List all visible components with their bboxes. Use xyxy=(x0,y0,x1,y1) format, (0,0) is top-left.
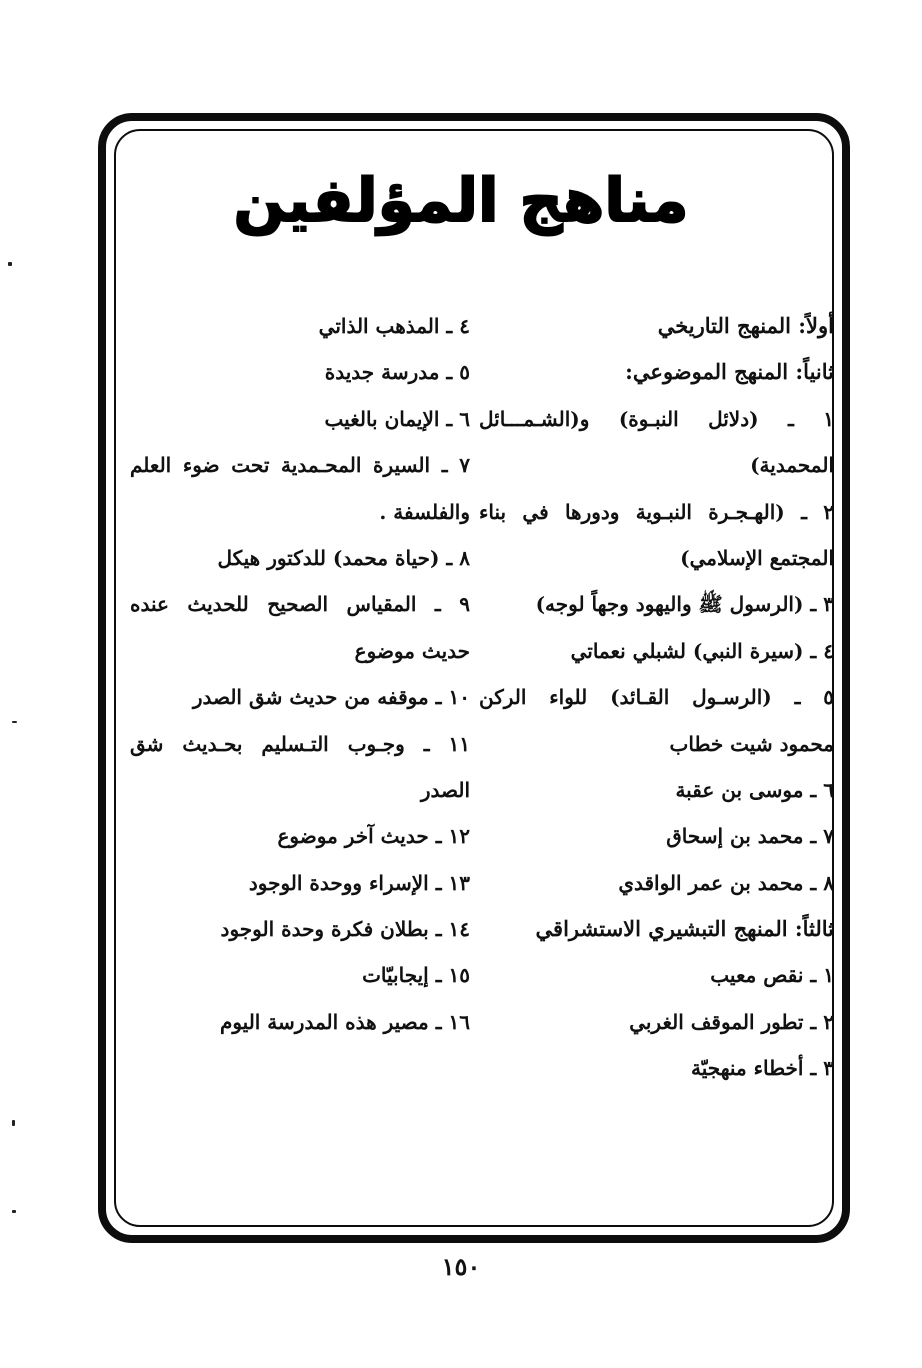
scan-speck xyxy=(8,262,12,266)
toc-line: الصدر xyxy=(420,777,470,802)
toc-left-column xyxy=(130,303,470,1045)
toc-line: ١٤ ـ بطلان فكرة وحدة الوجود xyxy=(220,917,470,942)
toc-line: ٧ ـ محمد بن إسحاق xyxy=(666,824,834,849)
section-heading-thematic: ثانياً: المنهج الموضوعي: xyxy=(625,359,834,385)
scan-speck xyxy=(12,721,17,723)
toc-line: ٣ ـ (الرسول ﷺ واليهود وجهاً لوجه) xyxy=(535,592,834,617)
toc-line: ٨ ـ (حياة محمد) للدكتور هيكل xyxy=(217,545,470,570)
scan-speck xyxy=(12,1210,16,1213)
toc-line: ١ ـ (دلائل النبـوة) و(الشـمـــائل xyxy=(479,406,834,431)
toc-line: ١٢ ـ حديث آخر موضوع xyxy=(277,824,470,849)
toc-line: ٧ ـ السيرة المحـمدية تحت ضوء العلم xyxy=(130,453,470,478)
section-heading-historical: أولاً: المنهج التاريخي xyxy=(657,313,834,338)
toc-line: ٩ ـ المقياس الصحيح للحديث عنده xyxy=(130,592,470,617)
page-title: مناهج المؤلفين xyxy=(233,166,689,236)
toc-line: محمود شيت خطاب xyxy=(669,731,834,756)
toc-line: ٤ ـ (سيرة النبي) لشبلي نعماتي xyxy=(570,638,834,663)
toc-line: المحمدية) xyxy=(750,453,834,478)
toc-line: ٢ ـ تطور الموقف الغربي xyxy=(629,1009,834,1034)
toc-line: والفلسفة . xyxy=(379,499,470,524)
toc-line: ٦ ـ الإيمان بالغيب xyxy=(324,406,470,431)
toc-line: ١١ ـ وجـوب التـسليم بحـديث شق xyxy=(130,731,470,756)
toc-line: ٤ ـ المذهب الذاتي xyxy=(318,314,470,338)
section-heading-missionary: ثالثاً: المنهج التبشيري الاستشراقي xyxy=(535,916,834,942)
toc-line: المجتمع الإسلامي) xyxy=(680,545,834,570)
toc-right-column xyxy=(479,303,834,1092)
page-number: ١٥٠ xyxy=(441,1252,481,1281)
toc-line: ١٦ ـ مصير هذه المدرسة اليوم xyxy=(219,1009,470,1034)
toc-line: ١٣ ـ الإسراء ووحدة الوجود xyxy=(248,870,470,895)
toc-line: ٥ ـ مدرسة جديدة xyxy=(324,360,470,385)
toc-line: ١٥ ـ إيجابيّات xyxy=(362,963,470,988)
toc-line: ٢ ـ (الهـجـرة النبـوية ودورها في بناء xyxy=(479,499,834,524)
toc-line: ٦ ـ موسى بن عقبة xyxy=(675,777,834,802)
toc-line: حديث موضوع xyxy=(354,638,470,663)
toc-line: ٥ ـ (الرسـول القـائد) للواء الركن xyxy=(479,685,834,710)
toc-line: ١٠ ـ موقفه من حديث شق الصدر xyxy=(192,685,470,710)
toc-line: ١ ـ نقص معيب xyxy=(710,963,834,988)
toc-line: ٣ ـ أخطاء منهجيّة xyxy=(691,1056,834,1081)
toc-line: ٨ ـ محمد بن عمر الواقدي xyxy=(618,870,834,895)
scan-speck xyxy=(12,1120,15,1126)
